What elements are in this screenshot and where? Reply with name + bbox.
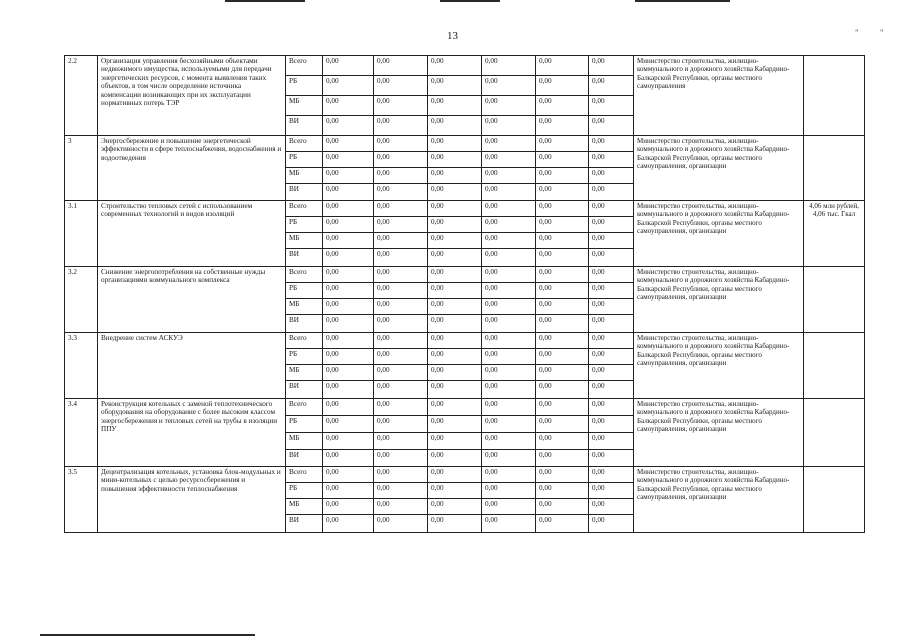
funding-value: 0,00: [374, 499, 428, 515]
funding-value: 0,00: [482, 333, 536, 349]
funding-value: 0,00: [536, 136, 589, 152]
funding-value: 0,00: [428, 233, 482, 249]
funding-value: 0,00: [589, 381, 634, 399]
responsible-executor: Министерство строительства, жилищно-коммунального и дорожного хозяйства Кабардино-Балкарской Республики, органы местного самоуправления, организации: [634, 467, 804, 533]
funding-value: 0,00: [323, 433, 374, 450]
funding-source: Всего: [286, 267, 323, 283]
funding-value: 0,00: [482, 136, 536, 152]
funding-value: 0,00: [323, 349, 374, 365]
funding-source: МБ: [286, 433, 323, 450]
funding-value: 0,00: [482, 450, 536, 467]
funding-value: 0,00: [374, 96, 428, 116]
funding-value: 0,00: [536, 299, 589, 315]
funding-value: 0,00: [536, 433, 589, 450]
funding-source: МБ: [286, 499, 323, 515]
funding-value: 0,00: [323, 333, 374, 349]
funding-value: 0,00: [374, 116, 428, 136]
funding-value: 0,00: [589, 349, 634, 365]
target-indicator: [804, 467, 865, 533]
funding-source: МБ: [286, 233, 323, 249]
funding-value: 0,00: [589, 96, 634, 116]
funding-source: РБ: [286, 349, 323, 365]
funding-value: 0,00: [482, 249, 536, 267]
funding-value: 0,00: [323, 499, 374, 515]
funding-value: 0,00: [536, 365, 589, 381]
funding-source: ВИ: [286, 515, 323, 533]
funding-value: 0,00: [323, 283, 374, 299]
target-indicator: [804, 136, 865, 201]
funding-value: 0,00: [482, 233, 536, 249]
funding-source: Всего: [286, 399, 323, 416]
funding-value: 0,00: [374, 201, 428, 217]
funding-value: 0,00: [428, 467, 482, 483]
item-number: 3.1: [65, 201, 98, 267]
funding-value: 0,00: [428, 299, 482, 315]
funding-value: 0,00: [482, 116, 536, 136]
funding-value: 0,00: [428, 515, 482, 533]
funding-value: 0,00: [589, 333, 634, 349]
responsible-executor: Министерство строительства, жилищно-коммунального и дорожного хозяйства Кабардино-Балкарской Республики, органы местного самоуправления, организации: [634, 201, 804, 267]
target-indicator: [804, 399, 865, 467]
funding-value: 0,00: [428, 499, 482, 515]
funding-value: 0,00: [323, 450, 374, 467]
funding-source: МБ: [286, 299, 323, 315]
funding-value: 0,00: [374, 136, 428, 152]
activity-name: Снижение энергопотребления на собственные нужды организациями коммунального комплекса: [98, 267, 286, 333]
funding-value: 0,00: [323, 249, 374, 267]
funding-value: 0,00: [536, 333, 589, 349]
funding-value: 0,00: [323, 184, 374, 201]
funding-value: 0,00: [482, 299, 536, 315]
funding-source: Всего: [286, 201, 323, 217]
table-row: [65, 267, 865, 283]
table-row: [65, 467, 865, 483]
funding-value: 0,00: [323, 233, 374, 249]
funding-value: 0,00: [589, 450, 634, 467]
target-indicator: 4,06 млн рублей, 4,06 тыс. Гкал: [804, 201, 865, 267]
activity-name: Реконструкция котельных с заменой теплотехнического оборудования на оборудование с более высоким классом энергосбережения и тепловых сетей на трубы в изоляции ППУ: [98, 399, 286, 467]
funding-value: 0,00: [589, 56, 634, 76]
funding-value: 0,00: [374, 483, 428, 499]
funding-value: 0,00: [536, 515, 589, 533]
funding-value: 0,00: [374, 467, 428, 483]
funding-value: 0,00: [428, 184, 482, 201]
funding-value: 0,00: [428, 152, 482, 168]
funding-value: 0,00: [589, 136, 634, 152]
funding-value: 0,00: [589, 184, 634, 201]
funding-value: 0,00: [374, 249, 428, 267]
funding-value: 0,00: [482, 96, 536, 116]
funding-value: 0,00: [589, 116, 634, 136]
funding-source: ВИ: [286, 249, 323, 267]
funding-value: 0,00: [323, 136, 374, 152]
funding-source: РБ: [286, 217, 323, 233]
funding-value: 0,00: [428, 483, 482, 499]
funding-value: 0,00: [536, 201, 589, 217]
funding-source: МБ: [286, 96, 323, 116]
funding-value: 0,00: [374, 299, 428, 315]
funding-value: 0,00: [374, 217, 428, 233]
funding-value: 0,00: [482, 467, 536, 483]
funding-source: РБ: [286, 416, 323, 433]
table-row: [65, 201, 865, 217]
funding-value: 0,00: [589, 233, 634, 249]
scan-mark: ": [880, 28, 884, 38]
funding-value: 0,00: [536, 56, 589, 76]
table-row: [65, 399, 865, 416]
funding-value: 0,00: [323, 515, 374, 533]
funding-value: 0,00: [482, 349, 536, 365]
responsible-executor: Министерство строительства, жилищно-коммунального и дорожного хозяйства Кабардино-Балкарской Республики, органы местного самоуправления, организации: [634, 267, 804, 333]
funding-value: 0,00: [374, 416, 428, 433]
funding-value: 0,00: [589, 433, 634, 450]
funding-value: 0,00: [323, 467, 374, 483]
funding-value: 0,00: [482, 499, 536, 515]
funding-value: 0,00: [536, 249, 589, 267]
funding-value: 0,00: [536, 483, 589, 499]
funding-value: 0,00: [428, 433, 482, 450]
funding-value: 0,00: [482, 201, 536, 217]
funding-value: 0,00: [374, 433, 428, 450]
funding-value: 0,00: [323, 381, 374, 399]
funding-value: 0,00: [482, 399, 536, 416]
funding-value: 0,00: [428, 168, 482, 184]
funding-value: 0,00: [323, 152, 374, 168]
funding-value: 0,00: [428, 381, 482, 399]
funding-value: 0,00: [482, 76, 536, 96]
funding-value: 0,00: [374, 152, 428, 168]
funding-source: ВИ: [286, 116, 323, 136]
funding-source: РБ: [286, 283, 323, 299]
funding-value: 0,00: [482, 433, 536, 450]
responsible-executor: Министерство строительства, жилищно-коммунального и дорожного хозяйства Кабардино-Балкарской Республики, органы местного самоуправления, организации: [634, 136, 804, 201]
funding-value: 0,00: [482, 283, 536, 299]
funding-value: 0,00: [589, 483, 634, 499]
funding-value: 0,00: [536, 315, 589, 333]
funding-value: 0,00: [536, 399, 589, 416]
funding-value: 0,00: [482, 365, 536, 381]
funding-value: 0,00: [323, 56, 374, 76]
item-number: 3.5: [65, 467, 98, 533]
funding-value: 0,00: [428, 56, 482, 76]
funding-source: Всего: [286, 467, 323, 483]
funding-value: 0,00: [428, 450, 482, 467]
funding-value: 0,00: [323, 96, 374, 116]
funding-value: 0,00: [374, 515, 428, 533]
funding-value: 0,00: [482, 515, 536, 533]
funding-value: 0,00: [374, 333, 428, 349]
table-row: [65, 136, 865, 152]
funding-value: 0,00: [374, 283, 428, 299]
activity-name: Энергосбережение и повышение энергетической эффективности в сфере теплоснабжения, водоснабжения и водоотведения: [98, 136, 286, 201]
funding-value: 0,00: [428, 349, 482, 365]
item-number: 3: [65, 136, 98, 201]
funding-source: Всего: [286, 333, 323, 349]
funding-value: 0,00: [536, 116, 589, 136]
funding-value: 0,00: [589, 299, 634, 315]
funding-value: 0,00: [428, 333, 482, 349]
scan-artifact-top-center: [440, 0, 500, 2]
funding-value: 0,00: [428, 267, 482, 283]
funding-source: ВИ: [286, 450, 323, 467]
funding-value: 0,00: [536, 467, 589, 483]
funding-value: 0,00: [536, 499, 589, 515]
funding-value: 0,00: [536, 76, 589, 96]
funding-value: 0,00: [589, 499, 634, 515]
funding-value: 0,00: [589, 467, 634, 483]
funding-value: 0,00: [536, 381, 589, 399]
funding-value: 0,00: [323, 76, 374, 96]
funding-value: 0,00: [428, 315, 482, 333]
funding-value: 0,00: [589, 515, 634, 533]
funding-source: РБ: [286, 152, 323, 168]
funding-value: 0,00: [374, 267, 428, 283]
funding-value: 0,00: [323, 416, 374, 433]
funding-value: 0,00: [374, 56, 428, 76]
scan-artifact-bottom: [40, 634, 255, 636]
table-row: [65, 333, 865, 349]
funding-value: 0,00: [428, 76, 482, 96]
funding-value: 0,00: [428, 283, 482, 299]
target-indicator: [804, 333, 865, 399]
funding-value: 0,00: [589, 267, 634, 283]
funding-value: 0,00: [589, 168, 634, 184]
funding-value: 0,00: [428, 96, 482, 116]
funding-source: РБ: [286, 483, 323, 499]
funding-value: 0,00: [536, 152, 589, 168]
funding-value: 0,00: [536, 283, 589, 299]
funding-value: 0,00: [323, 201, 374, 217]
funding-source: Всего: [286, 136, 323, 152]
funding-value: 0,00: [428, 136, 482, 152]
funding-value: 0,00: [323, 168, 374, 184]
funding-value: 0,00: [482, 152, 536, 168]
funding-value: 0,00: [536, 349, 589, 365]
funding-value: 0,00: [589, 365, 634, 381]
funding-value: 0,00: [589, 76, 634, 96]
funding-value: 0,00: [374, 381, 428, 399]
target-indicator: [804, 267, 865, 333]
funding-source: ВИ: [286, 315, 323, 333]
page-number: 13: [447, 30, 458, 42]
funding-source: ВИ: [286, 381, 323, 399]
funding-value: 0,00: [428, 399, 482, 416]
item-number: 3.2: [65, 267, 98, 333]
funding-value: 0,00: [374, 184, 428, 201]
funding-value: 0,00: [482, 416, 536, 433]
funding-value: 0,00: [482, 168, 536, 184]
funding-value: 0,00: [323, 483, 374, 499]
table-row: [65, 56, 865, 76]
funding-value: 0,00: [536, 450, 589, 467]
funding-value: 0,00: [589, 152, 634, 168]
funding-value: 0,00: [589, 399, 634, 416]
funding-value: 0,00: [482, 315, 536, 333]
funding-source: Всего: [286, 56, 323, 76]
funding-value: 0,00: [482, 184, 536, 201]
funding-value: 0,00: [589, 249, 634, 267]
funding-value: 0,00: [374, 365, 428, 381]
funding-value: 0,00: [536, 416, 589, 433]
funding-value: 0,00: [589, 201, 634, 217]
scan-artifact-top-right: [635, 0, 730, 2]
funding-value: 0,00: [374, 168, 428, 184]
responsible-executor: Министерство строительства, жилищно-коммунального и дорожного хозяйства Кабардино-Балкарской Республики, органы местного самоуправления: [634, 56, 804, 136]
scan-artifact-top-left: [225, 0, 305, 2]
activity-name: Строительство тепловых сетей с использованием современных технологий и видов изоляций: [98, 201, 286, 267]
funding-value: 0,00: [323, 267, 374, 283]
funding-value: 0,00: [482, 56, 536, 76]
funding-value: 0,00: [482, 381, 536, 399]
funding-value: 0,00: [374, 315, 428, 333]
funding-value: 0,00: [428, 416, 482, 433]
funding-value: 0,00: [374, 233, 428, 249]
funding-value: 0,00: [374, 399, 428, 416]
activity-name: Внедрение систем АСКУЭ: [98, 333, 286, 399]
funding-value: 0,00: [323, 299, 374, 315]
funding-value: 0,00: [589, 283, 634, 299]
funding-value: 0,00: [323, 315, 374, 333]
funding-source: МБ: [286, 168, 323, 184]
funding-source: ВИ: [286, 184, 323, 201]
program-activities-table: [64, 55, 865, 533]
funding-value: 0,00: [374, 76, 428, 96]
funding-value: 0,00: [536, 233, 589, 249]
scan-mark: ": [855, 28, 859, 38]
funding-source: РБ: [286, 76, 323, 96]
item-number: 3.4: [65, 399, 98, 467]
funding-value: 0,00: [428, 217, 482, 233]
activity-name: Организация управления бесхозяйными объектами недвижимого имущества, используемыми для передачи энергетических ресурсов, с момента выявления таких объектов, в том числе определение источника компенсации возникающих при их эксплуатации нормативных потерь ТЭР: [98, 56, 286, 136]
funding-value: 0,00: [589, 416, 634, 433]
funding-value: 0,00: [323, 217, 374, 233]
funding-value: 0,00: [589, 315, 634, 333]
item-number: 3.3: [65, 333, 98, 399]
funding-value: 0,00: [323, 116, 374, 136]
funding-value: 0,00: [482, 483, 536, 499]
funding-value: 0,00: [428, 116, 482, 136]
responsible-executor: Министерство строительства, жилищно-коммунального и дорожного хозяйства Кабардино-Балкарской Республики, органы местного самоуправления, организации: [634, 399, 804, 467]
funding-value: 0,00: [323, 399, 374, 416]
funding-value: 0,00: [589, 217, 634, 233]
funding-value: 0,00: [374, 450, 428, 467]
responsible-executor: Министерство строительства, жилищно-коммунального и дорожного хозяйства Кабардино-Балкарской Республики, органы местного самоуправления, организации: [634, 333, 804, 399]
funding-value: 0,00: [428, 201, 482, 217]
funding-value: 0,00: [536, 168, 589, 184]
funding-source: МБ: [286, 365, 323, 381]
funding-value: 0,00: [482, 267, 536, 283]
funding-value: 0,00: [482, 217, 536, 233]
funding-value: 0,00: [428, 365, 482, 381]
funding-value: 0,00: [428, 249, 482, 267]
funding-value: 0,00: [323, 365, 374, 381]
activity-name: Децентрализация котельных, установка блок-модульных и мини-котельных с целью ресурсосбережения и повышения эффективности теплоснабжения: [98, 467, 286, 533]
funding-value: 0,00: [536, 184, 589, 201]
funding-value: 0,00: [374, 349, 428, 365]
funding-value: 0,00: [536, 217, 589, 233]
funding-value: 0,00: [536, 96, 589, 116]
funding-value: 0,00: [536, 267, 589, 283]
item-number: 2.2: [65, 56, 98, 136]
target-indicator: [804, 56, 865, 136]
